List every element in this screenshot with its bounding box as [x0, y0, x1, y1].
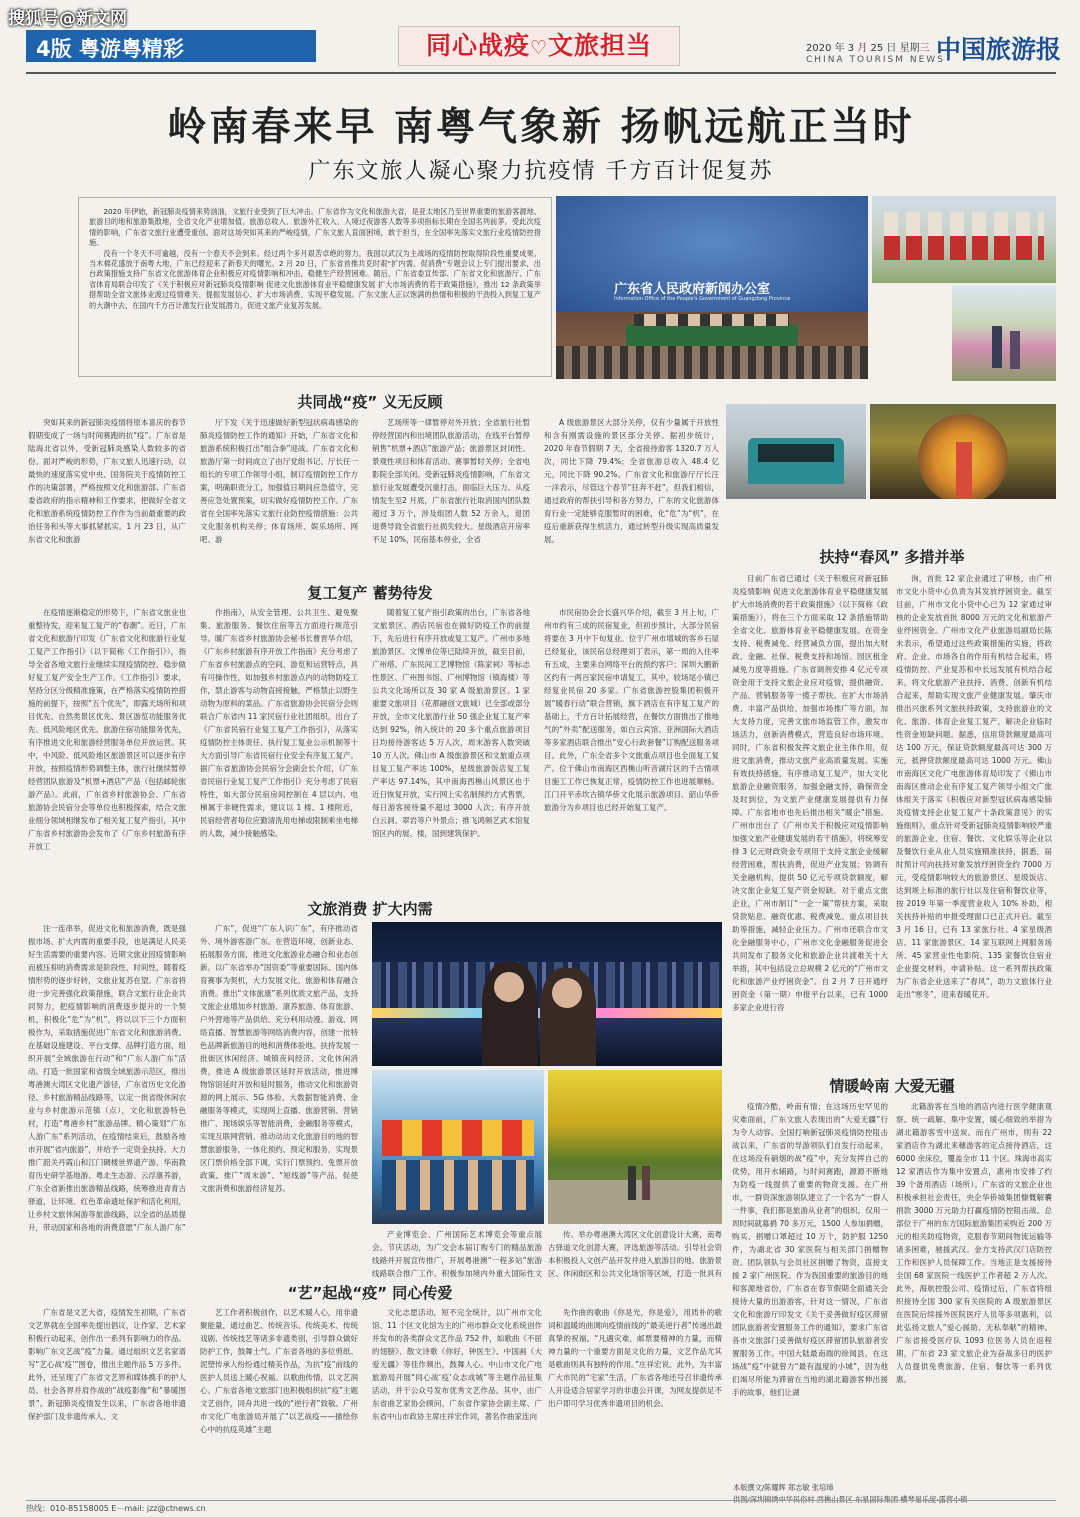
article-column [28, 606, 186, 891]
intro-box [78, 197, 552, 377]
article-text: 艺工作者积极创作，以艺术暖人心，用非遗聚能量，通过曲艺、传统音乐、传统美术、传统戏剧、传统技艺等诸多非遗类别，引导群众做好防护工作，鼓舞士气。广东省各地的多位剪纸、泥塑传承人纷纷通过精美作品，为抗“疫”前线的医护人员送上暖心祝福。以歌曲传情，以文艺润心。广东省各地文旅部门也积极组织抗“疫”主题文艺创作，同舟共进一线的“逆行者”致敬。广州市文化广电旅游局开展了“以艺战疫——描绘你心中的抗疫英雄”主题 [200, 1308, 358, 1434]
article-column [896, 572, 1052, 1067]
article-text: 广东省是文艺大省，疫情发生初期，广东省文艺界就在全国率先提出倡议，让作家、艺术家积极行动起来，创作出一系列有影响力的作品。影响广东文艺战“疫”力量。通过组织文艺名家谱写“艺心战‘疫’”图卷，推出主题作品 5 万多件。此外，还呈现了广东省文艺界和媒体携手的护人员、社会各界并肩作战的“战疫影像”和“暴暖图景”。新冠肺炎疫情发生以来，广东省各地非遗保护部门及非遗传承人、文 [28, 1308, 186, 1421]
article-column [200, 416, 358, 576]
article-text: 北籍游客在当地的酒店内进行医学健康观察。统一疏解、集中安置，暖心细致的举措为湖北籍游客雪中送炭。而在广州市，则有 22 家酒店作为湖北来穗游客的定点接待酒店，这 6000 余床位，覆盖全市 11 个区。珠海市高实 12 家酒店作为集中安置点，惠州市安排了约 39 个备用酒店（场所）。广东省的文旅企业也积极承担社会责任，央企华侨城集团慷慨解囊捐款 3000 万元助力打赢疫情防控阻击战。总部位于广州的东方国际旅游集团采购近 200 万元的相关防疫物资，克服春节期间物流运输等诸多困难，驰援武汉。金方支持武汉门店防控工作和医护人员保障工作。当地正是支援接待全国 68 家医院一线医护工作者超 2 万人次。此外，海航控股公司、疫情过后，广东省将组织接待全国 300 家有关医院的 A 级旅游景区在医院后续援外医院医疗人员等多项惠利，以此弘扬文旅人“爱心援助、无私奉献”的精神。广东省接受医疗队 1093 位医务人员在返程期，广东省 23 家文旅企业为奋战多日的医护人员提供免费旅游、住宿、餐饮等一系列优惠。 [896, 1102, 1052, 1384]
article-text: 随着复工复产指引政策的出台，广东省各地文旅景区、酒店民宿也在做好防疫工作的前提下，先后进行有序开放或复工复产。广州市多地旅游景区、文博单位等已陆续开放，截至目前，广州塔、广东民间工艺博物馆（陈家祠）等标志性景区、广州图书馆、广州博物馆（镇海楼）等公共文化场所以及 30 家 A 级旅游景区、1 家重要文旅项目（花都融创文旅城）已全部或部分开放，全市文化旅游行业 50 强企业复工复产率达到 92%，纳入统计的 20 多个重点旅游项目日均接待游客达 5 万人次，周末游客人数突破 10 万人次。佛山市 A 级旅游景区和文旅重点项目复工复产率达 100%，星级旅游饭店复工复产率达 97.14%，其中南海西樵山风景区也于近日恢复开放，实行网上实名制预约方式售票，每日游客接待量不超过 3000 人次；有序开放白云洞、翠岩等户外景点；推飞鸿频艺武术馆复馆区内的展、楼，国到建筑保护。 [372, 608, 530, 838]
article-text: 传。举办粤港澳大湾区文化创意设计大赛，南粤古驿道文化创意大赛，评选旅游等活动。引导社会资本积极投入文创产品开发并进入旅游目的地、旅游景区、休闲街区和公共文化场馆等区域，打造一批具有 [548, 1230, 722, 1278]
article-column [200, 606, 358, 891]
article-text: 注一连串举，促进文化和旅游消费，既是强振市场、扩大内需的重要手段，也是满足人民美好生活需要的重要内容。近期文旅业因疫情影响而被压抑的消费需求是阶段性、时间性，随着疫情形势的逐步好转，文旅业复苏在望。广东省将进一步完善强化政策措施，联合文旅行业企业共同努力，把疫情影响的消费逐步提升的一个契机，积极化“危”为“机”，将以以下三个方面积极作为，采取措施促进广东省文化和旅游消费。在基础设施建设、平台支撑、品牌打造方面，组织开展“全域旅游在行动”和“广东人游广东”活动。打造一批国家和省级全域旅游示范区，推出粤港澳大湾区文化遗产游径，广东省历史文化游径、乡村旅游精品线路等，以定一批省级休闲农业与乡村旅游示范镇（点），文化和旅游特色村，打造“粤港乡村”旅游品牌。精心策划“广东人游广东”系列活动，在疫情结束后，鼓励各地市开展“省内旅游”，并给予一定资金扶持。大力推广韶关丹霞山和江门碉楼世界遗产游、华南教育历史研学基地游、粤北生态游、云浮康养游，广东全省新推出旅游精品线路，统筹推进青青古驿道，让环境、红色革命遗址保护和活化利用，让乡村文旅休闲游等旅游线路，以全省的品质提升，带动国家和各地的消费意愿“广东人游广东” [28, 924, 186, 1232]
article-text: 先作曲的歌曲《你是光，你是爱》，用质朴的歌词和温暖的曲调向疫情前线的“最美逆行者”传递出最真挚的祝福。“凡遇灾难，邮票要精神的力量，而精神力量的一个重要方面是文化的力量，文艺作品尤其是歌曲则具有独特的作用。”庄祥宏说。此外，为丰富广大市民的“宅家”生活，广东省各地还号召非遗传承人开设适合居家学习的非遗公开课，为网友提供足不出户即可学习优秀非遗项目的机会。 [548, 1308, 722, 1408]
article-column [372, 1228, 542, 1278]
section-heading: 文旅消费 扩大内需 [307, 900, 433, 918]
intro-paragraph: 2020 年伊始，新冠肺炎疫情来势汹汹，文旅行业受到了巨大冲击。广东省作为文化和旅游大省，是亚太地区乃至世界重要的旅游客源地、旅游目的地和旅游集散地，全省文化产业增加值、旅游总收入、旅游外汇收入、入境过夜游客人数等多项指标长期在全国名列前茅。受此次疫情的影响，广东省文旅行业遭受重创。面对这场突如其来的严峻疫情，广东文旅人直面困境，敢于担当，在全国率先落实文旅行业疫情防控措施。 [89, 207, 541, 248]
article-column [200, 922, 358, 1278]
article-text: 市民宿协会会长盛兴华介绍，截至 3 月上旬，广州市约有三成的民宿复业，但初步预计，大部分民宿将要在 3 月中下旬复业。位于广州市增城的客乡石屋已经复业，该民宿总经理刘丁表示，第一周的入住率有五成，主要来自网络平台的预约客户；深圳大鹏新区约有一两百家民宿申请复工，其中，较场尾小镇已经复业民宿 20 多家。广东省旅游控股集团积极开展“暖春行动”联合营销，旗下酒店在有序复工复产的基础上，千方百计拓展经营，在餐饮方面推出了推地气的“外卖”配送服务，如白云宾馆、亚洲国际大酒店等多家酒店联合推出“安心行政套餐”订购配送服务项目。此外，广东全省多个文旅重点项目也全面复工复产。位于佛山市南海区西樵山听音湖片区的千古情项目施工工作已恢复正常，疫情防控工作也进展顺畅。江门开平赤坎古镇华侨文化展示旅游项目、韶山华侨旅游分为乡项目也已经开始复工复产。 [544, 608, 719, 812]
article-column [372, 1306, 542, 1492]
press-conference-photo [556, 196, 868, 379]
watermark: 搜狐号@新文网 [8, 9, 127, 29]
article-text: 突如其来的新冠肺炎疫情将原本喜庆的春节假期变成了一场与时间赛跑的抗“疫”。广东省是陆海北省以外，受新冠肺炎感染人数较多的省份。面对严峻的形势，广东文旅人迅速行动，以最快的速度落实党中央、国务院关于疫情防控工作的决策部署，严格按照文化和旅游部、广东省委省政府的指示精神和工作要求，把做好全省文化和旅游系统疫情防控工作作为当前最重要的政治任务和头等大事抓紧抓实。1 月 23 日，从广东省文化和旅游 [28, 418, 186, 544]
article-text: 产业博览会、广州国际艺术博览会等重点展会。节庆活动，为广交会本届订购专门的精品旅游线路并开展宣传推广，开展粤港澳“一程多站”旅游线路联合推广工作。积极参加境内外重大国际性文 [372, 1230, 542, 1278]
article-text: 厅下发《关于迅速做好新型冠状病毒感染的肺炎疫情防控工作的通知》开始，广东省文化和旅游系统积极打出“组合拳”迎战。广东省文化和旅游厅第一时间成立了由厅党组书记、厅长任一组长的专项工作领导小组，制订疫情防控工作方案，明确职责分工，加强值日期间应急值守，完善应急处置预案，切实做好疫情防控工作。广东省在全国率先落实文旅行业防控疫情措施：公共文化服务机构关停；体育场所、娱乐场所、网吧、游 [200, 418, 358, 544]
article-column [732, 1100, 888, 1478]
caption-english: Information Office of the People's Government of Guangdong Province [614, 296, 791, 302]
article-text: 文化志愿活动，短不完全统计，以广州市文化馆、11 个区文化馆为主的广州市群众文化系统创作并发布的各类群众文艺作品 752 件，如歌曲《不屈的翅膀》、散文诗歌《你好，钟医生》、中国画《大爱无疆》等佳作频出，鼓舞人心。中山市文化广电旅游局开展“同心战‘疫’众志成城”等主题作品征集活动，并于公众号发布优秀文艺作品。其中，由广东省曲艺家协会顾问、广东省作家协会副主席、广东省中山市政协主席庄祥宏作词，著名作曲家连向 [372, 1308, 542, 1421]
brand-english: CHINA TOURISM NEWS [806, 55, 945, 65]
issue-date: 2020 年 3 月 25 日 星期三 [806, 43, 930, 54]
performer-photo [870, 404, 1056, 499]
article-text: 作指南》，从安全管理、公共卫生、避免聚集、旅游服务、餐饮住宿等五方面进行规范引导。暖广东省乡村旅游协会秘书长曹晋华介绍，《广东乡村旅游有序开放工作指南》充分考虑了广东省乡村旅游点的空间、游览和运营特点，具有可操作性，如加强乡村旅游点内的动物防疫工作，禁止游客与动物直接接触，严格禁止以野生动物为原料的菜品。广东省旅游协会民宿分会则联合广东省内 11 家民宿行业社团组织，出台了《广东省民宿行业复工复产工作指引》，从落实疫情防控主体责任、执行复工复业公示机制等十大方面引导广东省民宿行业安全有序复工复产。据广东省旅游协会民宿分会副会长介绍，《广东省民宿行业复工复产工作指引》充分考虑了民宿特性，如大部分民宿房间控制在 4 层以内、电梯属于非硬性需求，建议以 1 楼、1 楼附近，民宿经营者每位应勤清洗用电梯或限制乘坐电梯的人数，减少接触感染。 [200, 608, 358, 838]
page-headline: 岭南春来早 南粤气象新 扬帆远航正当时 [167, 104, 915, 150]
amusement-ride-photo [372, 1070, 544, 1224]
ceremony-photo [872, 196, 1056, 283]
section-heading: 情暖岭南 大爱无疆 [829, 1077, 955, 1095]
footer-hotline: 热线：010-85158005 E－mail: jzz@ctnews.cn [26, 1500, 1056, 1514]
article-column [544, 606, 719, 891]
article-column [200, 1306, 358, 1492]
section-heading: “艺”起战“疫” 同心传爱 [287, 1284, 453, 1302]
credit-photos: 供图/深圳锦绣中华民俗村 西樵山景区 东星国际集团 横琴星乐度·露营小镇 [733, 1495, 968, 1504]
caption-title: 广东省人民政府新闻办公室 [614, 282, 771, 297]
article-text: 疫情冷酷，岭南有情；在这场历史罕见的灾难面前，广东文旅人表现出的“大爱无疆”行为令人动容。全国打响新冠肺炎疫情防控阻击战以来，广东省的导游领队们自发行动起来，在这场没有硝烟的战“疫”中，充分发挥自己的优势，用开水辅路，与时间赛跑，源源不断地为防疫一线提供了重要的物资支援。在广州市，一群资深旅游领队建立了一个名为“一群人一件事，我们都是旅游从业者”的组织。仅用一周时间就募捐 70 多万元，1500 人参加捐赠，购买、捐赠口罩超过 10 万个，防护服 1250 件，为湖北省 30 家医院与相关部门捐赠物资。团队领队与会员社区捐赠了物资，直接支援 2 家广州医院。作为我国重要的旅游目的地和客源地省份，广东省在春节假期全面通关会接待大量的出游游客，针对这一情况，广东省文化和旅游厅印发文《关于妥善做好疫区滞留团队旅游者安置服务工作的通知》，要求广东省各市文旅部门妥善做好疫区滞留团队旅游者安置服务工作。中国大陆最南端的徐闻县，在这场战“疫”中就曾力“最有温度的小城”，因为他们竭尽所能为滞留在当地的湖北籍游客伸出援手的故事，他们让湖 [732, 1102, 888, 1397]
article-text: 艺场所等一律暂停对外开放；全省旅行社暂停经营国内和出境团队旅游活动，在线平台暂停销售“机票+酒店”旅游产品；旅游景区封闭性、景观性项目和体育活动、赛事暂时关停；全省电影院全部关闭。受新冠肺炎疫情影响，广东省文旅行业发展遭受沉重打击，面临巨大压力。从疫情发生至2 月底，广东省旅行社取消国内团队数超过 3 万个，涉及组团人数 52 万余人，退团退费导致全省旅行社损失较大。星级酒店开房率不足 10%，民宿基本停业，全省 [372, 418, 530, 544]
section-heading: 复工复产 蓄势待发 [307, 584, 433, 602]
article-column [28, 1306, 186, 1492]
article-column [28, 922, 186, 1278]
banner-right: 文旅担当 [548, 31, 653, 60]
heart-icon: ♡ [529, 37, 549, 59]
brand-logo: 中国旅游报 [936, 35, 1062, 64]
intro-paragraph: 没有一个冬天不可逾越，没有一个春天不会到来。经过两个多月艰苦卓绝的努力，我国以武汉为主战场的疫情防控取得阶段性重要成果。当木棉花盛放于南粤大地，广东已经迎来了新春天的曙光。2 月 20 日，广东省首推共克时艰“扩内需、促消费”专题会议上专门提出要求，出台政策措施支持广东省文化旅游体育企业积极应对疫情影响和冲击，稳健生产经营困难。随后，广东省委宣传部、广东省文化和旅游厅、广东省体育局联合印发了《关于积极应对新冠肺炎疫情影响 促进文化旅游体育业平稳健康发展 扩大市场消费的若干政策措施》，推出 12 条政策举措帮助全省文旅体业渡过疫情难关、提振发展信心、扩大市场消费、实现平稳发展。广东文旅人正以饱满的热情和积极的干劲投入到复工复产的大潮中去，在国内千方百计激发行业发展潜力，促进文旅产业复苏发展。 [89, 248, 541, 310]
article-column [372, 416, 530, 576]
tour-car-photo [726, 404, 866, 499]
article-column [548, 1306, 722, 1492]
yellow-trees-photo [548, 1070, 722, 1224]
page-subheadline: 广东文旅人凝心聚力抗疫情 千方百计促复苏 [308, 159, 774, 184]
banner-title [398, 26, 680, 66]
article-column [28, 416, 186, 576]
section-label: 4版 粤游粤精彩 [26, 30, 316, 62]
section-heading: 扶持“春风” 多措并举 [819, 548, 965, 566]
article-column [544, 416, 719, 576]
night-city-photo [372, 922, 722, 1066]
article-text: 在疫情逐渐稳定的形势下，广东省文旅业也重整待发，迎来复工复产的“春潮”。近日，广东省文化和旅游厅印发《广东省文化和旅游行业复工复产工作指引》（以下简称《工作指引》），指导全省各地文旅行业继续实现疫情防控、稳步做好复工复产安全生产工作。《工作指引》要求，坚持分区分级精准施策，在严格落实疫情防控措施的前提下，按照“五个优先”，即露天场所和项目优先、自然类景区优先、景区游览功能服务优先、低风险地区优先、旅游住宿功能服务优先，有序推进文化和旅游经营服务单位开放运营。其中，中风险、低风险地区旅游景区可以逐步有序开放，按照疫情形势调整主体，旅行社继续暂停经营团队旅游及“机票+酒店”产品（包括邮轮旅游产品）。此前，广东省乡村旅游协会、广东省旅游协会民宿分会等单位也积极探索，结合文旅业细分领域相继发布了相关复工复产指引，其中广东省乡村旅游协会发布了《广东乡村旅游有序开放工 [28, 608, 186, 851]
flower-path-photo [952, 286, 1056, 381]
article-column [896, 1100, 1052, 1478]
section-heading: 共同战“疫” 义无反顾 [297, 393, 443, 411]
article-text: 目前广东省已通过《关于积极应对新冠肺炎疫情影响 促进文化旅游体育业平稳健康发展 扩大市场消费的若干政策措施》（以下简称《政策措施》），将在三个方面采取 12 条措施帮助全省文化、旅游体育业平稳健康发展。在资金支持、税费减免、经营减负方面，提出加大财政、金融、社保、税费支持和场馆、园区租金减免力度等措施。广东省调剂安排 4 亿元专项资金用于支持文旅企业应对疫情，提供融资、产品、营销服务等一揽子帮扶。在扩大市场消费、丰富产品供给、加强市场推广等方面，加大支持力度，完善文旅市场监管工作，激发市场活力，创新消费模式，营造良好市场环境。同时，广东省积极发挥文旅企业主体作用，促进文旅消费，推动文旅产业高质量发展。实施有效扶持措施，有序推动复工复产，加大文化旅游企业融资服务，加强金融支持，确保资金及时到位，为文旅产业健康发展提供有力保障。广东省地市也先后推出相关“暖企”措施。广州市出台了《广州市关于积极应对疫情影响加强文旅产业健康发展的若干措施》，将统筹安排 3 亿元财政资金专项用于支持文旅企业缓解经营困难，帮扶消费，促进产业发展；协调有关金融机构，提供 50 亿元专项贷款额度，解决文旅企业复工复产资金短缺。对于重点文旅企业，广州市制订“一企一策”帮扶方案，采取贷款贴息、融资优惠、税费减免、重点项目扶助等措施，减轻企业压力。广州市还联合市文化金融服务中心，广州市文化金融服务促进会共同发布了服务文化和旅游企业共渡难关十大举措，其中包括设立总规模 2 亿元的“广州市文化和旅游产业纾困资金”。自 2 月 7 日开通纾困资金（第一期）申报平台以来，已有 1000 多家企业进行咨 [732, 574, 888, 1012]
article-text: A 级旅游景区大部分关停，仅有少量属于开放性和含有刚需设施的景区部分关停。据初步统计，2020 年春节假期 7 天，全省接待游客 1320.7 万人次，同比下降 79.4%；全省旅游总收入 48.4 亿元，同比下降 90.2%。广东省文化和旅游厅厅长汪一洋表示，尽管这个春节“狂奔不赶”，但我们相信，通过政府的帮扶引导和各方努力，广东的文化旅游体育行业一定能够克服暂时的困难，化“危”为“机”，在疫后重新获得生机活力，通过转型升级实现高质量发展。 [544, 418, 719, 544]
banner-left: 同心战疫 [425, 31, 530, 60]
article-column [732, 572, 888, 1067]
article-text: 询，首批 12 家企业通过了审核，由广州市文化小贷中心负责为其发放纾困资金。截至目前，广州市文化小贷中心已为 12 家通过审核的企业发放首批 8000 万元的文化和旅游产业纾困资金。广州市文化产业旅游局副局长陈未表示，希望通过这些政策措施的实施，将政府、企业、市场各自的作用有机结合起来，将疫情防控、产业复苏和中长远发展有机结合起来，将文化旅游产业扶持、消费、创新有机结合起来，帮助实现文旅产业健康发展。肇庆市推出兴旅系列文旅扶持政策，支持旅游业的文化、旅游、体育企业复工复产，解决企业临时性资金短缺问题。据悉，信用贷款额度最高可达 100 万元，保证贷款额度最高可达 300 万元，抵押贷款额度最高可达 1000 万元。佛山市南海区文化广电旅游体育局印发了《佛山市南海区推动企业有序复工复产领导小组文广旅体组关于落实《积极应对新型冠状病毒感染肺炎疫情支持企业复工复产十条政策意见》的实施细则》，重点针对受新冠肺炎疫情影响较严重的旅游企业、住宿、餐饮、文化娱乐等企业以及餐饮行业从业人员实施精准扶持，据悉，届时预计可向扶持对象发放纾困资金约 7000 万元，受疫情影响较大的旅游景区、星级饭店、达到规上标准的旅行社以及住宿和餐饮业等，按 2019 年第一季度营业收入 10% 补助，相关扶持补贴的申报受理窗口已正式开启。截至 3 月 16 日，已有 13 家旅行社、4 家星级酒店、11 家旅游景区、14 家互联网上网服务场所、45 家营业性电影院、135 家餐饮住宿业企业提交材料，申请补贴。这一系列帮扶政策为广东省企业送来了“春风”，助力文旅体行业走出“寒冬”，迎来春暖花开。 [896, 574, 1052, 999]
article-text: 广东”，促进“广东人识广东”，有序推动省外、境外游客游广东。在营造环境、创新业态、拓展服务方面，推进文化旅游业态融合和业态创新。以广东省举办“国资委”等重要国际、国内体育赛事为契机，大力发展文化、旅游和体育融合消费。推出“文体旅康”系列优质文旅产品，支持文旅企业增加乡村旅游、康养旅游、体育旅游、户外营地等产品供给。充分利用动漫、游戏、网络直播、智慧旅游等网络消费内容，创建一批特色品牌新旅游目的地和消费体验地。扶持发展一批街区休闲经济、城镇夜间经济、文化休闲消费，推进 A 级旅游景区延时开放活动，推进博物馆馆延时开放和延时服务，推动文化和旅游资源的网上展示、5G 体验、大数据智能消费、金融服务等模式，实现网上直播、旅游营销、营销推广、现场娱乐等智能消费，金融服务等模式，实现互联网营销、推动动动文化旅游目的地的智慧旅游服务，一体化预约、预定和服务，实现景区门票价格全部下调，实行门票预约、免票开放政策。推广“周末游”、“短线游”等产品，促使文旅消费和旅游经济复苏。 [200, 924, 358, 1193]
header-rule [26, 72, 1056, 74]
article-column [372, 606, 530, 891]
credit-writers: 本版撰文/陈耀辉 郑志敏 张培璋 [733, 1483, 834, 1492]
article-column [548, 1228, 722, 1278]
